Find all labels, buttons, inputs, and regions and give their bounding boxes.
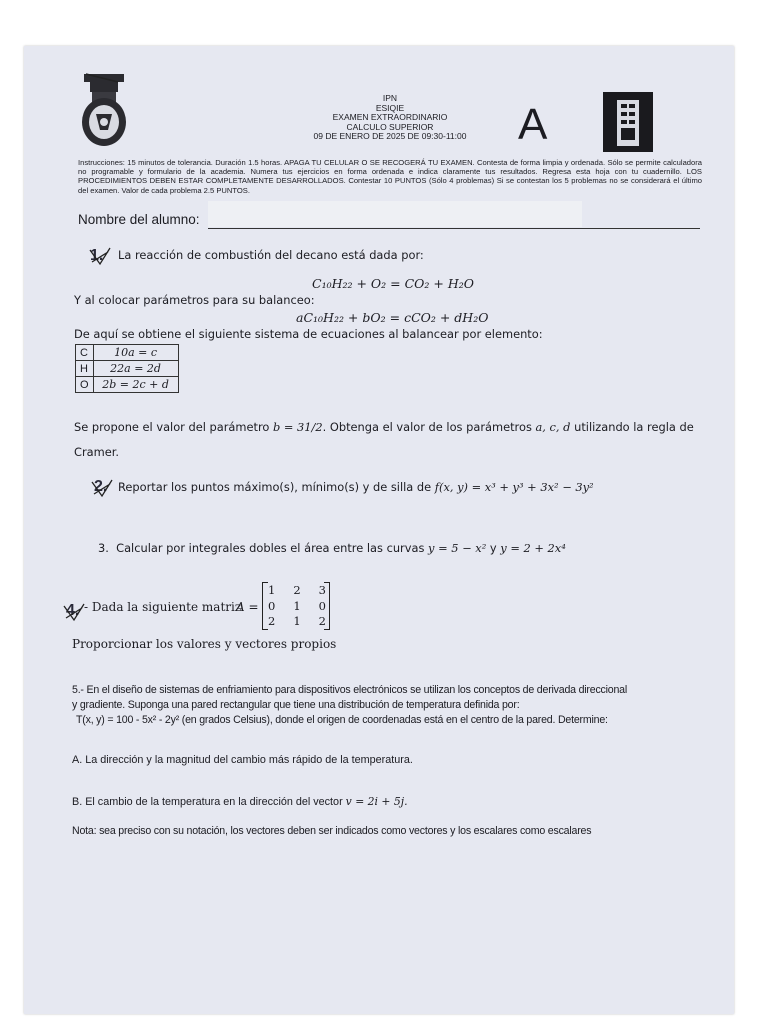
checkmark-cross-icon (62, 602, 86, 622)
equation-system-table (75, 344, 179, 393)
problem-5-line: T(x, y) = 100 - 5x² - 2y² (en grados Celsius), donde el origen de coordenadas está en el centro de la pared. Determine: (76, 714, 608, 726)
proposal-params: a, c, d (535, 420, 571, 434)
checkmark-cross-icon (88, 246, 112, 266)
problem-5-part-b (72, 795, 408, 808)
element-cell: O (76, 377, 94, 393)
header-line: 09 DE ENERO DE 2025 DE 09:30-11:00 (313, 131, 467, 141)
element-cell: H (76, 361, 94, 377)
part-b-vector: v = 2i + 5j. (345, 795, 408, 808)
matrix-cell: 1 (293, 614, 301, 628)
exam-variant-letter: A (518, 100, 548, 149)
problem-3-curve-2: y = 2 + 2x⁴ (500, 541, 566, 555)
problem-5-part-a: A. La dirección y la magnitud del cambio más rápido de la temperatura. (72, 754, 413, 766)
problem-3 (98, 541, 566, 555)
matrix-cell: 0 (268, 598, 276, 613)
problem-1-cramer: Cramer. (74, 445, 119, 459)
problem-1-parametric-equation: aC₁₀H₂₂ + bO₂ = cCO₂ + dH₂O (296, 310, 489, 325)
instructions: Instrucciones: 15 minutos de tolerancia. Duración 1.5 horas. APAGA TU CELULAR O SE RECOGERÁ TU EXAMEN. Contesta de forma limpia y ordenada. Sólo se permite calculadora no programable y formulario de la academia. Numera tus ejercicios en forma ordenada e indica claramente tus resultados. Regresa esta hoja con tu cuadernillo. LOS PROCEDIMIENTOS DEBEN ESTAR COMPLETAMENTE DESARROLLADOS. Contestar 10 PUNTOS (Sólo 4 problemas) Si se contestan los 5 problemas no se considerará el último del examen. Valor de cada problema 2.5 PUNTOS. (78, 158, 702, 195)
student-name-label: Nombre del alumno: (78, 212, 200, 227)
problem-1-title: La reacción de combustión del decano está dada por: (118, 248, 424, 262)
problem-5-line: 5.- En el diseño de sistemas de enfriamiento para dispositivos electrónicos se utilizan los conceptos de derivada direccional (72, 684, 628, 696)
problem-5-line: y gradiente. Suponga una pared rectangular que tiene una distribución de temperatura definida por: (72, 699, 520, 711)
table-row (76, 377, 179, 393)
matrix-cell: 3 (318, 583, 326, 597)
header-line: CALCULO SUPERIOR (346, 121, 434, 132)
matrix-cell: 1 (268, 583, 276, 597)
header-line: ESIQIE (375, 102, 405, 113)
matrix-cell: 1 (293, 598, 301, 613)
matrix-row (268, 599, 326, 615)
problem-3-number: 3. (98, 541, 109, 555)
header-line: EXAMEN EXTRAORDINARIO (332, 112, 448, 122)
matrix-label: A = (236, 600, 259, 614)
table-row (76, 345, 179, 361)
matrix-cell: 2 (268, 614, 276, 628)
problem-2-number: 2. (94, 478, 108, 495)
proposal-text: . Obtenga el valor de los parámetros (322, 420, 532, 434)
equation-cell: 22a = 2d (93, 361, 178, 377)
matrix-row (268, 583, 326, 599)
pen-stroke-mark (84, 72, 120, 86)
matrix-row (268, 614, 326, 630)
proposal-value: b = 31/2 (272, 420, 323, 434)
problem-3-statement: Calcular por integrales dobles el área entre las curvas (116, 541, 425, 555)
matrix-cell: 2 (293, 583, 301, 597)
matrix-cell: 2 (318, 614, 326, 628)
esiqie-logo (603, 92, 653, 152)
problem-1-equation: C₁₀H₂₂ + O₂ = CO₂ + H₂O (312, 276, 475, 291)
problem-2-formula: f(x, y) = x³ + y³ + 3x² − 3y² (434, 480, 594, 494)
table-row (76, 361, 179, 377)
equation-cell: 10a = c (93, 345, 178, 361)
part-b-text: B. El cambio de la temperatura en la dirección del vector (72, 796, 343, 808)
proposal-text: utilizando la regla de (574, 420, 694, 434)
problem-3-curve-1: y = 5 − x² (428, 541, 487, 555)
problem-5-note: Nota: sea preciso con su notación, los vectores deben ser indicados como vectores y los escalares como escalares (72, 825, 592, 837)
problem-5 (72, 683, 712, 728)
problem-4-request: Proporcionar los valores y vectores propios (72, 637, 337, 651)
student-name-line (208, 228, 700, 229)
student-name-redaction (208, 201, 582, 227)
problem-1-proposal (74, 420, 694, 434)
problem-4-number: 4. (66, 602, 80, 619)
problem-1-balance-text: Y al colocar parámetros para su balanceo: (74, 293, 315, 307)
proposal-text: Se propone el valor del parámetro (74, 420, 270, 434)
checkmark-cross-icon (90, 478, 114, 498)
matrix-cell: 0 (318, 598, 326, 613)
problem-2-text (118, 480, 594, 494)
problem-4-text: - Dada la siguiente matriz (84, 600, 242, 614)
matrix-A (268, 583, 326, 630)
problem-2-statement: Reportar los puntos máximo(s), mínimo(s) y de silla de (118, 480, 432, 494)
problem-1-system-text: De aquí se obtiene el siguiente sistema de ecuaciones al balancear por elemento: (74, 327, 543, 341)
equation-cell: 2b = 2c + d (93, 377, 178, 393)
element-cell: C (76, 345, 94, 361)
exam-header (300, 94, 480, 142)
problem-3-joiner: y (489, 541, 497, 555)
header-line: IPN (382, 93, 398, 103)
problem-1-number: 1. (90, 247, 104, 264)
